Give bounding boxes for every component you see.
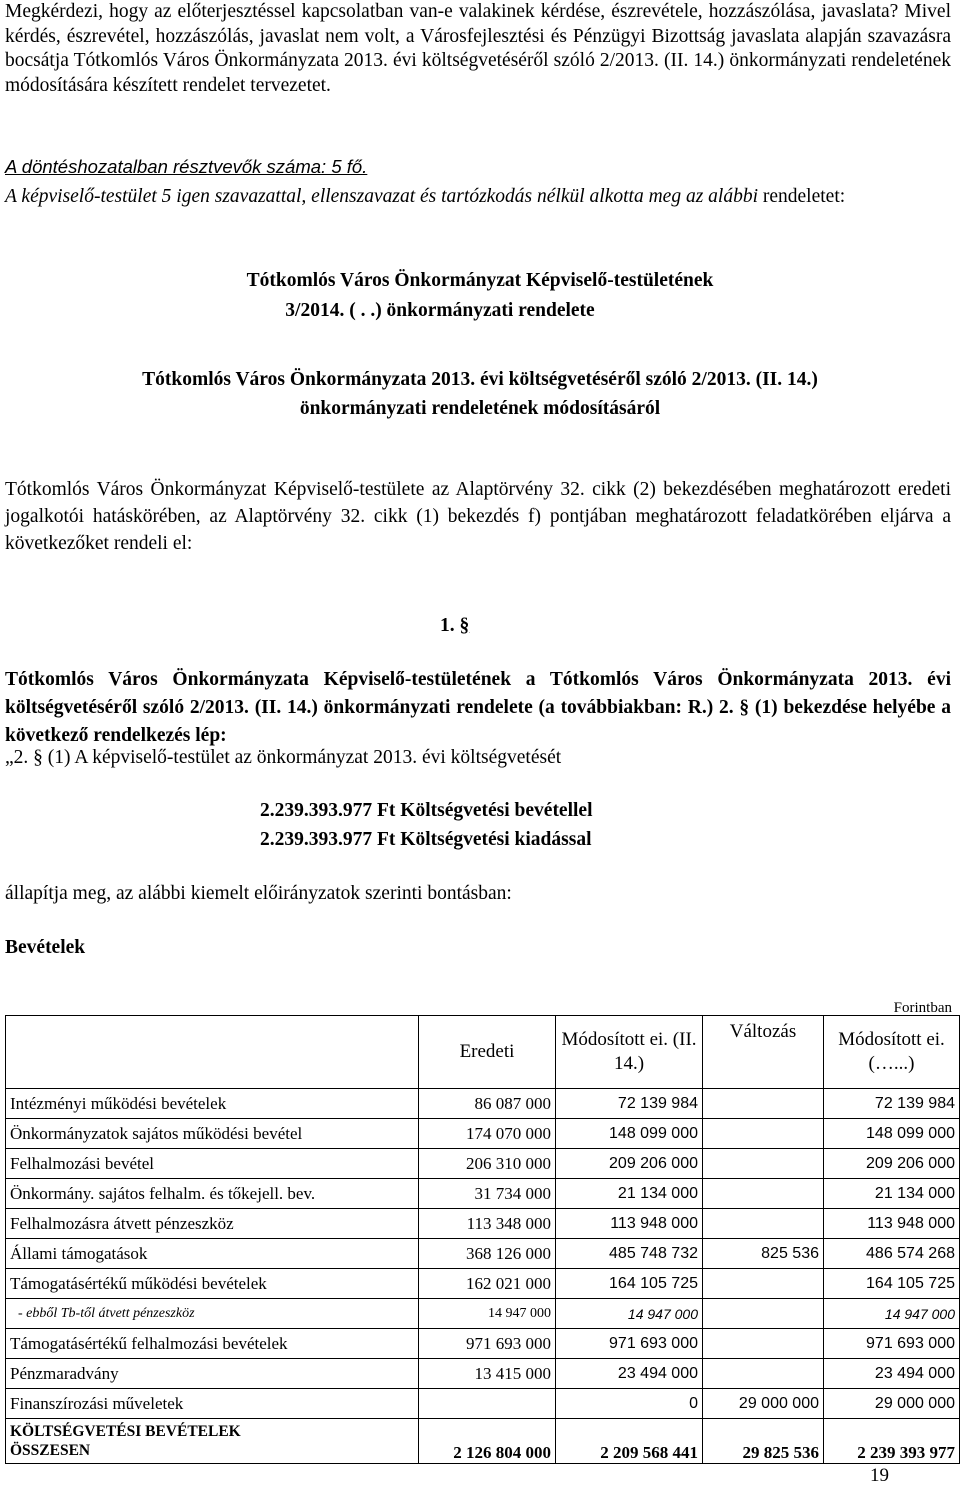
section-heading: Tótkomlós Város Önkormányzata Képviselő-testületének a Tótkomlós Város Önkormányzata 2013. évi költségvetéséről szóló 2/2013. (II. 14.) önkormányzati rendelete (a továbbiakban: R.) 2. § (1) bekezdése helyébe a következő rendelkezés lép: xyxy=(5,669,951,746)
total-modositott-2: 2 239 393 977 xyxy=(824,1419,960,1464)
row-label: Intézményi működési bevételek xyxy=(6,1089,419,1119)
row-valtozas xyxy=(703,1269,824,1299)
table-row xyxy=(6,1269,960,1299)
row-valtozas xyxy=(703,1179,824,1209)
row-valtozas xyxy=(703,1299,824,1329)
section-quote: „2. § (1) A képviselő-testület az önkormányzat 2013. évi költségvetését xyxy=(5,747,562,768)
table-body xyxy=(6,1089,960,1419)
row-modositott-2: 72 139 984 xyxy=(824,1089,960,1119)
header-valtozas: Változás xyxy=(703,1016,824,1089)
row-modositott-1: 0 xyxy=(556,1389,703,1419)
row-modositott-1: 23 494 000 xyxy=(556,1359,703,1389)
row-modositott-1: 148 099 000 xyxy=(556,1119,703,1149)
table-total-row xyxy=(6,1419,960,1464)
row-label: Pénzmaradvány xyxy=(6,1359,419,1389)
row-label: Támogatásértékű működési bevételek xyxy=(6,1269,419,1299)
row-modositott-2: 486 574 268 xyxy=(824,1239,960,1269)
table-row xyxy=(6,1329,960,1359)
table-row xyxy=(6,1209,960,1239)
section-symbol: § xyxy=(459,615,470,636)
row-label: - ebből Tb-től átvett pénzeszköz xyxy=(6,1299,419,1329)
row-eredeti: 31 734 000 xyxy=(419,1179,556,1209)
row-modositott-2: 29 000 000 xyxy=(824,1389,960,1419)
row-label: Támogatásértékű felhalmozási bevételek xyxy=(6,1329,419,1359)
row-modositott-2: 971 693 000 xyxy=(824,1329,960,1359)
table-row xyxy=(6,1299,960,1329)
table-row xyxy=(6,1149,960,1179)
row-modositott-2: 14 947 000 xyxy=(824,1299,960,1329)
revenues-heading: Bevételek xyxy=(5,937,86,958)
row-modositott-2: 23 494 000 xyxy=(824,1359,960,1389)
row-modositott-2: 113 948 000 xyxy=(824,1209,960,1239)
revenue-total: 2.239.393.977 Ft Költségvetési bevétellel xyxy=(260,800,593,821)
row-eredeti xyxy=(419,1389,556,1419)
row-label: Önkormány. sajátos felhalm. és tőkejell. bev. xyxy=(6,1179,419,1209)
row-modositott-1: 485 748 732 xyxy=(556,1239,703,1269)
intro-paragraph: Megkérdezi, hogy az előterjesztéssel kapcsolatban van-e valakinek kérdése, észrevétele, hozzászólása, javaslata? Mivel kérdés, észrevétel, hozzászólás, javaslat nem volt, a Városfejlesztési és Pénzügyi Bizottság javaslata alapján szavazásra bocsátja Tótkomlós Város Önkormányzata 2013. évi költségvetéséről szóló 2/2013. (II. 14.) önkormányzati rendeletének módosítására készített rendelet tervezetet. xyxy=(5,1,951,96)
row-eredeti: 206 310 000 xyxy=(419,1149,556,1179)
row-eredeti: 174 070 000 xyxy=(419,1119,556,1149)
table-row xyxy=(6,1389,960,1419)
row-modositott-1: 971 693 000 xyxy=(556,1329,703,1359)
row-valtozas xyxy=(703,1329,824,1359)
table-row xyxy=(6,1179,960,1209)
row-eredeti: 13 415 000 xyxy=(419,1359,556,1389)
ordinance-title-line2: 3/2014. ( . .) önkormányzati rendelete xyxy=(285,300,595,321)
row-label: Önkormányzatok sajátos működési bevétel xyxy=(6,1119,419,1149)
row-modositott-1: 21 134 000 xyxy=(556,1179,703,1209)
table-row xyxy=(6,1089,960,1119)
row-valtozas: 29 000 000 xyxy=(703,1389,824,1419)
row-eredeti: 971 693 000 xyxy=(419,1329,556,1359)
ordinance-title-line1: Tótkomlós Város Önkormányzat Képviselő-testületének xyxy=(246,270,714,291)
total-modositott-1: 2 209 568 441 xyxy=(556,1419,703,1464)
page-number: 19 xyxy=(870,1465,889,1486)
row-modositott-2: 148 099 000 xyxy=(824,1119,960,1149)
header-eredeti: Eredeti xyxy=(419,1016,556,1089)
header-label xyxy=(6,1016,419,1089)
row-eredeti: 368 126 000 xyxy=(419,1239,556,1269)
decision-count: A döntéshozatalban résztvevők száma: 5 fő. xyxy=(5,156,368,177)
row-eredeti: 86 087 000 xyxy=(419,1089,556,1119)
row-valtozas: 825 536 xyxy=(703,1239,824,1269)
total-valtozas: 29 825 536 xyxy=(703,1419,824,1464)
row-valtozas xyxy=(703,1209,824,1239)
total-label: KÖLTSÉGVETÉSI BEVÉTELEK ÖSSZESEN xyxy=(6,1419,419,1464)
total-eredeti: 2 126 804 000 xyxy=(419,1419,556,1464)
table-row xyxy=(6,1119,960,1149)
preamble: Tótkomlós Város Önkormányzat Képviselő-testülete az Alaptörvény 32. cikk (2) bekezdésében meghatározott eredeti jogalkotói hatáskörében, az Alaptörvény 32. cikk (1) bekezdés f) pontjában meghatározott feladatkörében eljárva a következőket rendeli el: xyxy=(5,479,951,554)
currency-note: Forintban xyxy=(893,1000,952,1016)
row-label: Finanszírozási műveletek xyxy=(6,1389,419,1419)
revenues-table xyxy=(5,1015,960,1464)
row-modositott-1: 113 948 000 xyxy=(556,1209,703,1239)
row-eredeti: 14 947 000 xyxy=(419,1299,556,1329)
section-number: 1. § xyxy=(440,615,470,636)
row-modositott-1: 72 139 984 xyxy=(556,1089,703,1119)
table-row xyxy=(6,1359,960,1389)
header-modositott-1: Módosított ei. (II. 14.) xyxy=(556,1016,703,1089)
table-row xyxy=(6,1239,960,1269)
row-modositott-2: 21 134 000 xyxy=(824,1179,960,1209)
row-label: Felhalmozásra átvett pénzeszköz xyxy=(6,1209,419,1239)
row-valtozas xyxy=(703,1149,824,1179)
row-eredeti: 162 021 000 xyxy=(419,1269,556,1299)
row-modositott-1: 164 105 725 xyxy=(556,1269,703,1299)
row-eredeti: 113 348 000 xyxy=(419,1209,556,1239)
expense-total: 2.239.393.977 Ft Költségvetési kiadással xyxy=(260,829,592,850)
ordinance-subject-line1: Tótkomlós Város Önkormányzata 2013. évi költségvetéséről szóló 2/2013. (II. 14.) xyxy=(142,369,818,390)
row-modositott-1: 14 947 000 xyxy=(556,1299,703,1329)
row-modositott-1: 209 206 000 xyxy=(556,1149,703,1179)
row-valtozas xyxy=(703,1119,824,1149)
row-modositott-2: 209 206 000 xyxy=(824,1149,960,1179)
row-valtozas xyxy=(703,1359,824,1389)
ordinance-subject-line2: önkormányzati rendeletének módosításáról xyxy=(299,398,661,419)
row-modositott-2: 164 105 725 xyxy=(824,1269,960,1299)
row-label: Felhalmozási bevétel xyxy=(6,1149,419,1179)
approval-text: állapítja meg, az alábbi kiemelt előirányzatok szerinti bontásban: xyxy=(5,883,512,904)
row-label: Állami támogatások xyxy=(6,1239,419,1269)
vote-result: A képviselő-testület 5 igen szavazattal, ellenszavazat és tartózkodás nélkül alkotta meg az alábbi rendeletet: xyxy=(5,186,846,207)
table-header-row xyxy=(6,1016,960,1089)
row-valtozas xyxy=(703,1089,824,1119)
header-modositott-2: Módosított ei. (…...) xyxy=(824,1016,960,1089)
